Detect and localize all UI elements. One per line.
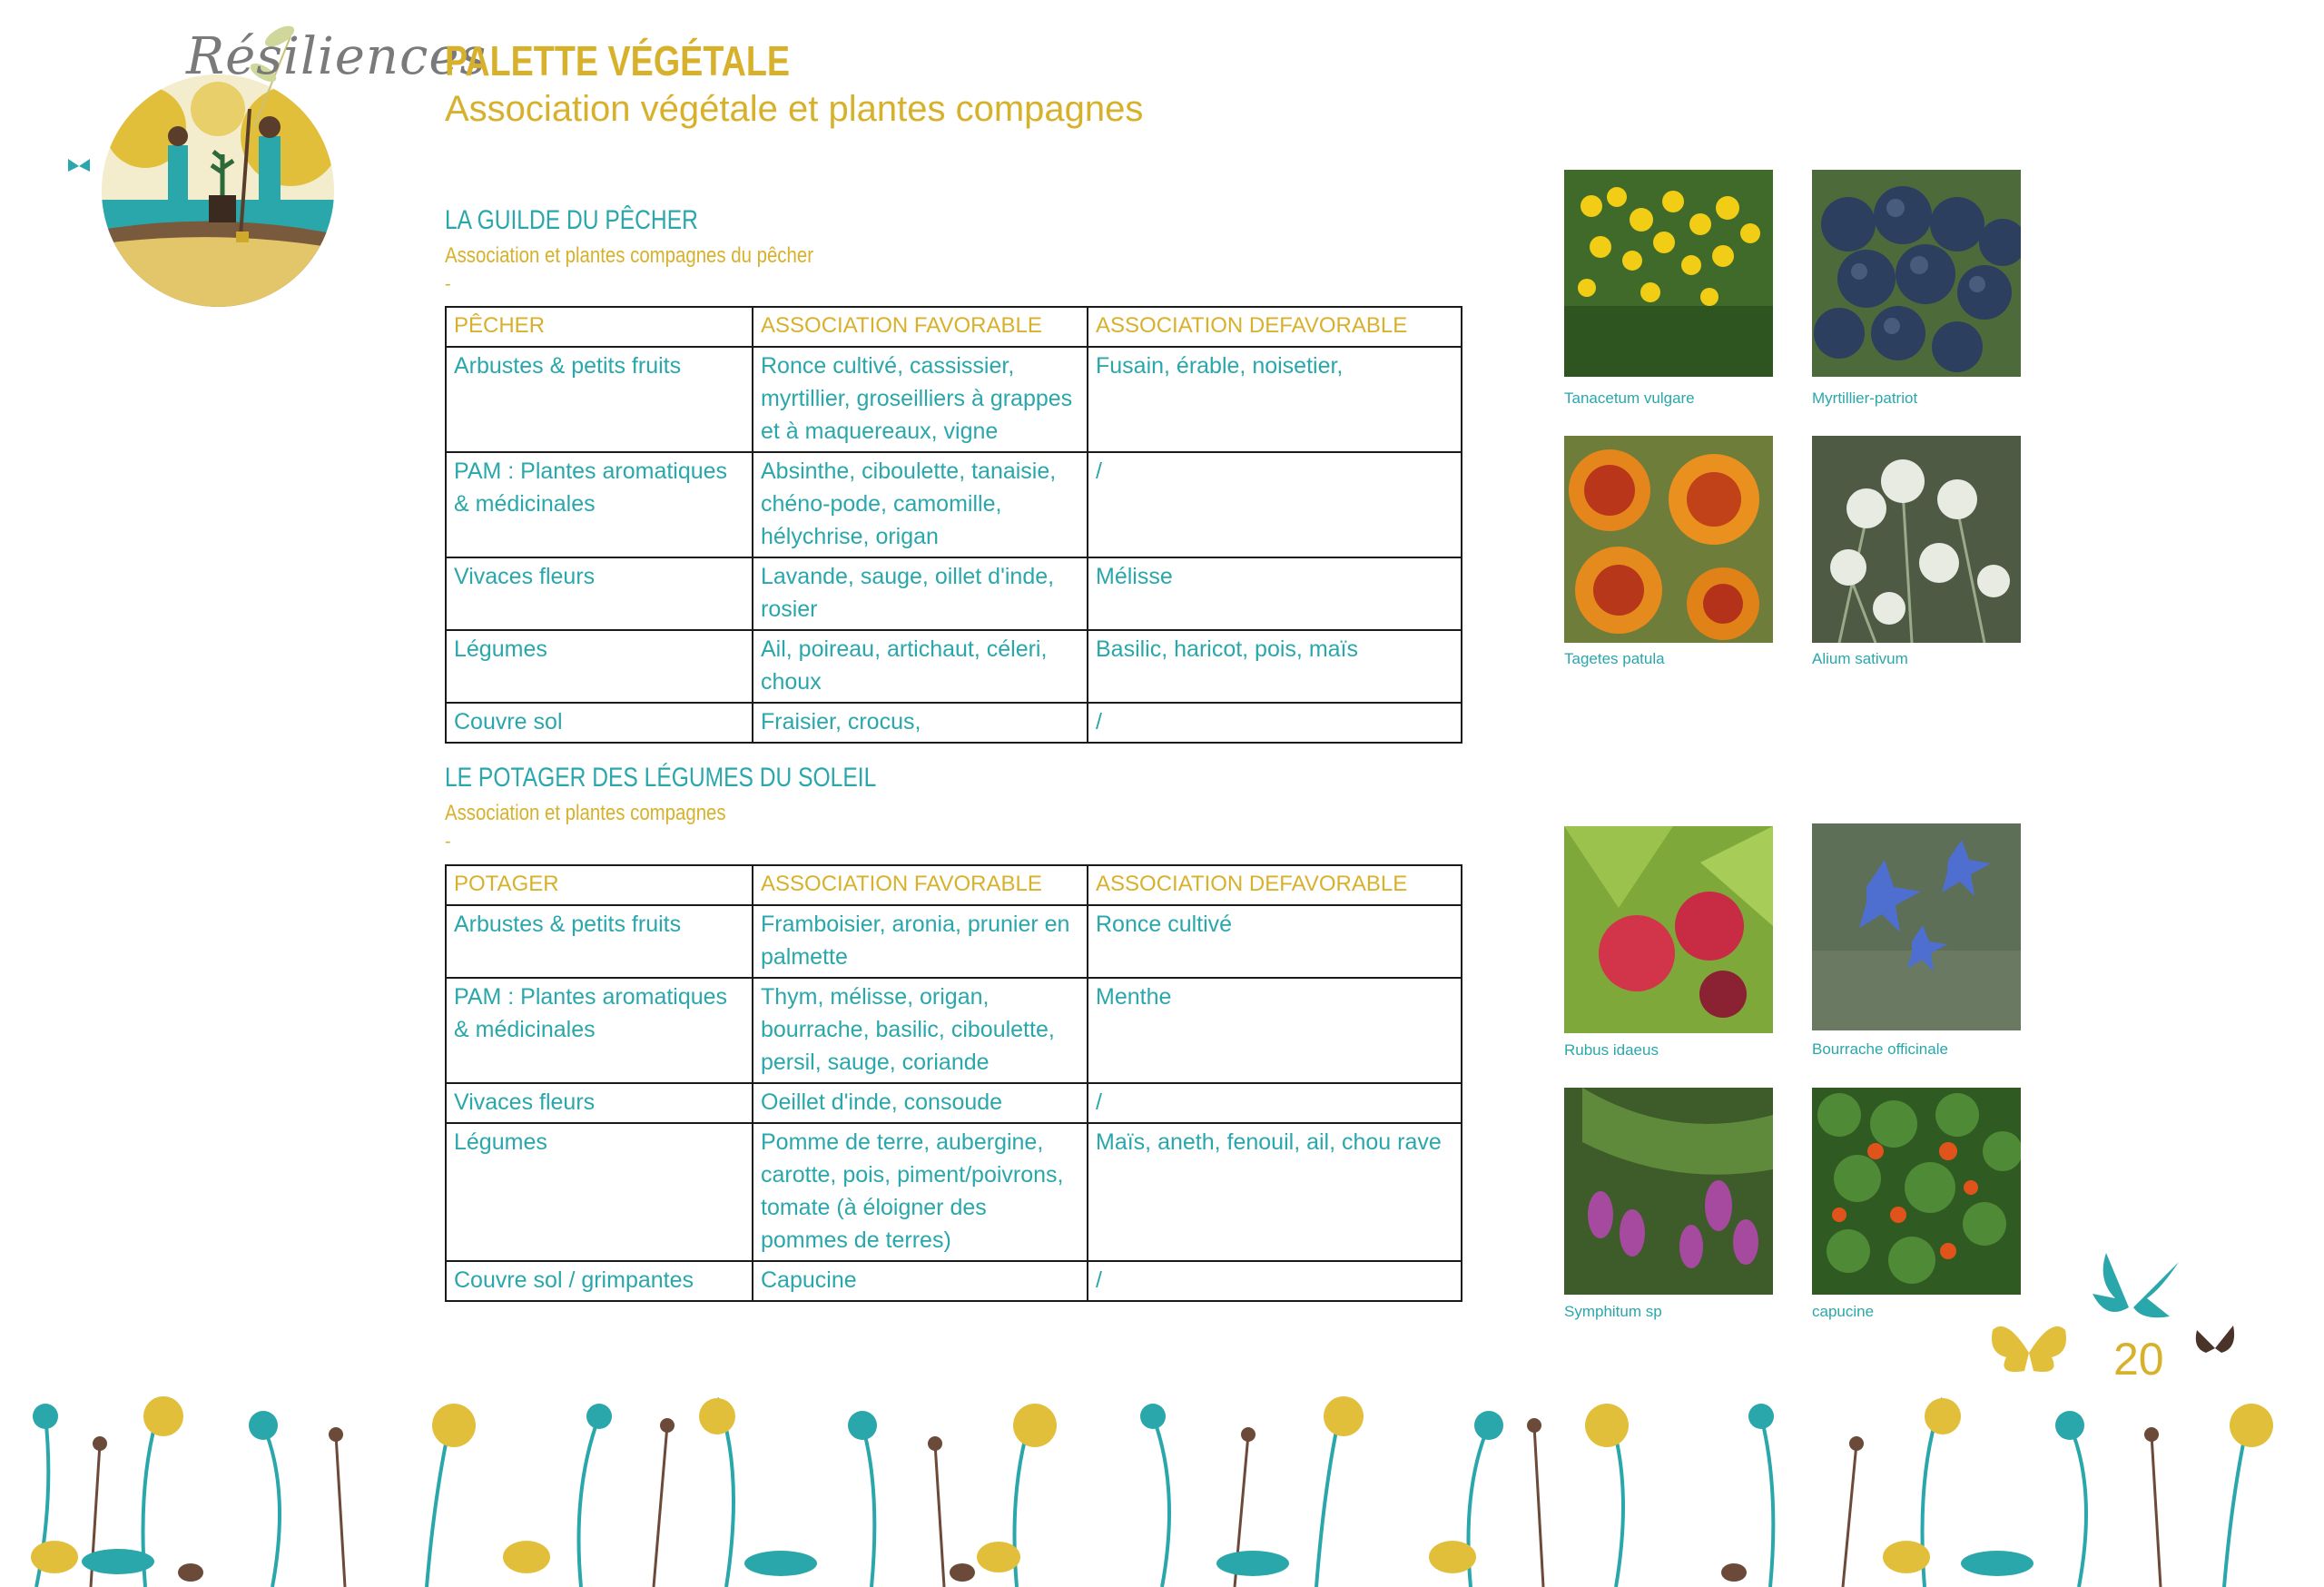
table-row <box>446 557 1462 630</box>
page-subtitle: Association végétale et plantes compagnes <box>445 89 1144 129</box>
page-number: 20 <box>2113 1334 2164 1385</box>
photo-caption: Rubus idaeus <box>1564 1041 1659 1059</box>
table-cell: / <box>1088 1261 1462 1301</box>
table-header-row <box>446 307 1462 347</box>
table-row <box>446 1083 1462 1123</box>
photo-caption: Tagetes patula <box>1564 650 1665 667</box>
table-cell: Couvre sol <box>446 703 753 743</box>
table-cell: Ronce cultivé <box>1088 905 1462 978</box>
section-title-potager: LE POTAGER DES LÉGUMES DU SOLEIL <box>445 763 877 793</box>
table-row <box>446 452 1462 557</box>
table-cell: Pomme de terre, aubergine, carotte, pois, piment/poivrons, tomate (à éloigner des pommes de terres) <box>753 1123 1088 1261</box>
photo-symphitum-sp <box>1564 1088 1773 1295</box>
table-cell: Arbustes & petits fruits <box>446 347 753 452</box>
column-header: ASSOCIATION DEFAVORABLE <box>1088 865 1462 905</box>
photo-myrtillier-patriot <box>1812 170 2021 377</box>
table-cell: Lavande, sauge, oillet d'inde, rosier <box>753 557 1088 630</box>
section-subtitle-potager: Association et plantes compagnes <box>445 801 726 825</box>
table-row <box>446 703 1462 743</box>
table-header-row <box>446 865 1462 905</box>
table-cell: Fusain, érable, noisetier, <box>1088 347 1462 452</box>
table-cell: Framboisier, aronia, prunier en palmette <box>753 905 1088 978</box>
table-cell: / <box>1088 1083 1462 1123</box>
table-cell: / <box>1088 452 1462 557</box>
section-dash: - <box>445 274 451 294</box>
page-title: PALETTE VÉGÉTALE <box>445 37 791 84</box>
table-cell: Fraisier, crocus, <box>753 703 1088 743</box>
photo-caption: Myrtillier-patriot <box>1812 389 1918 407</box>
column-header: POTAGER <box>446 865 753 905</box>
photo-bourrache-officinale <box>1812 823 2021 1030</box>
table-row <box>446 630 1462 703</box>
photo-rubus-idaeus <box>1564 826 1773 1033</box>
table-cell: Légumes <box>446 630 753 703</box>
table-cell: Légumes <box>446 1123 753 1261</box>
table-cell: Thym, mélisse, origan, bourrache, basilic, ciboulette, persil, sauge, coriande <box>753 978 1088 1083</box>
photo-caption: capucine <box>1812 1303 1875 1320</box>
small-butterfly-icon <box>68 159 90 172</box>
section-subtitle-guilde: Association et plantes compagnes du pêcher <box>445 243 813 268</box>
table-cell: Vivaces fleurs <box>446 557 753 630</box>
photo-tanacetum-vulgare <box>1564 170 1773 377</box>
column-header: ASSOCIATION DEFAVORABLE <box>1088 307 1462 347</box>
table-row <box>446 905 1462 978</box>
table-row <box>446 347 1462 452</box>
table-guilde-pecher <box>445 306 1462 744</box>
teal-butterfly-icon <box>2088 1244 2188 1335</box>
table-row <box>446 978 1462 1083</box>
logo-wordmark: Résiliences <box>186 27 487 86</box>
table-cell: Maïs, aneth, fenouil, ail, chou rave <box>1088 1123 1462 1261</box>
table-row <box>446 1123 1462 1261</box>
resiliences-logo <box>64 0 487 309</box>
photo-capucine <box>1812 1088 2021 1295</box>
photo-caption: Tanacetum vulgare <box>1564 389 1695 407</box>
photo-caption: Alium sativum <box>1812 650 1908 667</box>
table-cell: Arbustes & petits fruits <box>446 905 753 978</box>
table-cell: / <box>1088 703 1462 743</box>
table-cell: Mélisse <box>1088 557 1462 630</box>
table-cell: Basilic, haricot, pois, maïs <box>1088 630 1462 703</box>
section-title-guilde: LA GUILDE DU PÊCHER <box>445 205 698 235</box>
photo-caption: Symphitum sp <box>1564 1303 1662 1320</box>
table-cell: Absinthe, ciboulette, tanaisie, chéno-pode, camomille, hélychrise, origan <box>753 452 1088 557</box>
table-cell: PAM : Plantes aromatiques & médicinales <box>446 978 753 1083</box>
photo-alium-sativum <box>1812 436 2021 643</box>
section-dash: - <box>445 832 451 852</box>
table-cell: Capucine <box>753 1261 1088 1301</box>
table-row <box>446 1261 1462 1301</box>
table-potager <box>445 864 1462 1302</box>
photo-caption: Bourrache officinale <box>1812 1040 1948 1058</box>
table-cell: PAM : Plantes aromatiques & médicinales <box>446 452 753 557</box>
photo-tagetes-patula <box>1564 436 1773 643</box>
brown-butterfly-icon <box>2192 1326 2238 1362</box>
decorative-meadow-border <box>0 1362 2324 1587</box>
table-cell: Ail, poireau, artichaut, céleri, choux <box>753 630 1088 703</box>
column-header: PÊCHER <box>446 307 753 347</box>
table-cell: Couvre sol / grimpantes <box>446 1261 753 1301</box>
column-header: ASSOCIATION FAVORABLE <box>753 865 1088 905</box>
table-cell: Oeillet d'inde, consoude <box>753 1083 1088 1123</box>
table-cell: Ronce cultivé, cassissier, myrtillier, groseilliers à grappes et à maquereaux, vigne <box>753 347 1088 452</box>
column-header: ASSOCIATION FAVORABLE <box>753 307 1088 347</box>
table-cell: Vivaces fleurs <box>446 1083 753 1123</box>
table-cell: Menthe <box>1088 978 1462 1083</box>
